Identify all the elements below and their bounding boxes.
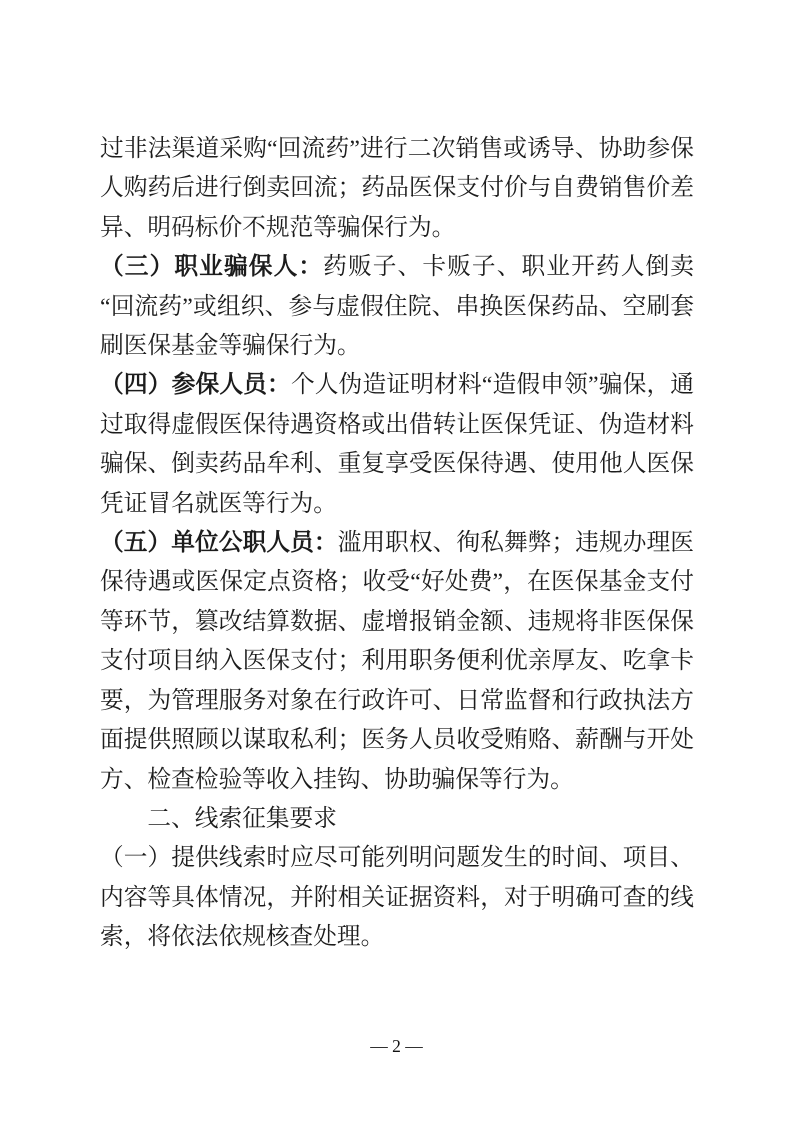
paragraph-lead: （三）职业骗保人： [100,254,324,281]
paragraph-text: 过非法渠道采购“回流药”进行二次销售或诱导、协助参保人购药后进行倒卖回流；药品医保支付价与自费销售价差异、明码标价不规范等骗保行为。 [100,136,694,241]
document-body [100,130,694,958]
paragraph-text: 个人伪造证明材料“造假申领”骗保，通过取得虚假医保待遇资格或出借转让医保凭证、伪造材料骗保、倒卖药品牟利、重复享受医保待遇、使用他人医保凭证冒名就医等行为。 [100,372,694,517]
heading-text: 二、线索征集要求 [147,805,337,832]
paragraph-section-3 [100,248,694,366]
page-number [0,1034,793,1058]
paragraph-section-4 [100,366,694,524]
page-number-text: — 2 — [370,1036,423,1056]
paragraph-lead: （四）参保人员： [100,372,291,399]
section-heading-2 [100,800,694,839]
paragraph-text: 滥用职权、徇私舞弊；违规办理医保待遇或医保定点资格；收受“好处费”，在医保基金支付等环节，篡改结算数据、虚增报销金额、违规将非医保保支付项目纳入医保支付；利用职务便利优亲厚友、吃拿卡要，为管理服务对象在行政许可、日常监督和行政执法方面提供照顾以谋取私利；医务人员收受贿赂、薪酬与开处方、检查检验等收入挂钩、协助骗保等行为。 [100,530,694,793]
paragraph-text: 药贩子、卡贩子、职业开药人倒卖“回流药”或组织、参与虚假住院、串换医保药品、空刷套刷医保基金等骗保行为。 [100,254,694,360]
paragraph-item-1 [100,839,694,957]
paragraph-lead: （五）单位公职人员： [100,530,338,557]
paragraph-text: （一）提供线索时应尽可能列明问题发生的时间、项目、内容等具体情况，并附相关证据资料，对于明确可查的线索，将依法依规核查处理。 [100,845,694,951]
paragraph-section-5 [100,524,694,800]
paragraph-continuation [100,130,694,248]
